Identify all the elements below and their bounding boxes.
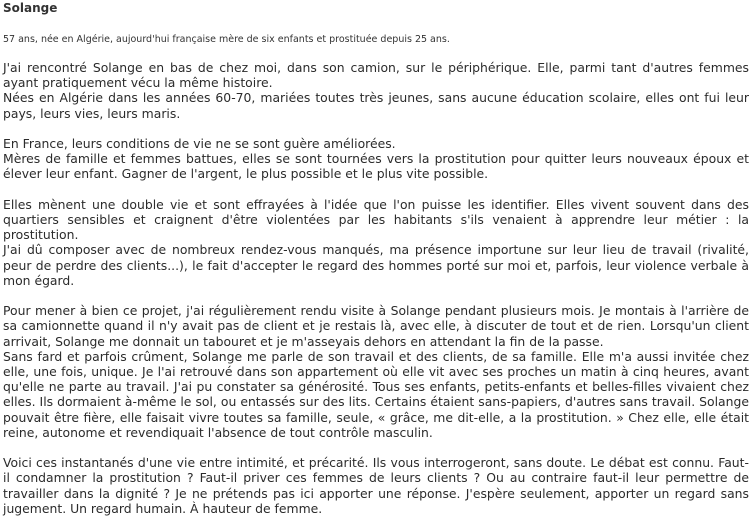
paragraph-line: Nées en Algérie dans les années 60-70, mariées toutes très jeunes, sans aucune éducation scolaire, elles ont fui leur pays, leurs vies, leurs maris. [3, 90, 749, 121]
paragraph-line: Mères de famille et femmes battues, elles se sont tournées vers la prostitution pour quitter leurs nouveaux époux et élever leur enfant. Gagner de l'argent, le plus possible et le plus vite possible. [3, 151, 749, 182]
article-body [3, 60, 749, 516]
paragraph-line: Elles mènent une double vie et sont effrayées à l'idée que l'on puisse les identifier. Elles vivent souvent dans des quartiers sensibles et craignent d'être violentées par les habitants s'ils venaient à apprendre leur métier : la prostitution. [3, 196, 749, 243]
paragraph-line: J'ai dû composer avec de nombreux rendez-vous manqués, ma présence importune sur leur lieu de travail (rivalité, peur de perdre des clients...), le fait d'accepter le regard des hommes porté sur moi et, parfois, leur violence verbale à mon égard. [3, 242, 749, 288]
article-title: Solange [3, 1, 58, 15]
article [3, 0, 749, 531]
article-subtitle: 57 ans, née en Algérie, aujourd'hui française mère de six enfants et prostituée depuis 25 ans. [3, 34, 450, 45]
paragraph-conclusion [3, 455, 749, 516]
paragraph-line: Sans fard et parfois crûment, Solange me parle de son travail et des clients, de sa famille. Elle m'a aussi invitée chez elle, une fois, unique. Je l'ai retrouvé dans son appartement où elle vit avec ses proches un matin à cinq heures, avant qu'elle ne parte au travail. J'ai pu constater sa générosité. Tous ses enfants, petits-enfants et belles-filles vivaient chez elles. Ils dormaient à-même le sol, ou entassés sur des lits. Certains étaient sans-papiers, d'autres sans travail. Solange pouvait être fière, elle faisait vivre toutes sa famille, seule, « grâce, me dit-elle, a la prostitution. » Chez elle, elle était reine, autonome et revendiquait l'absence de tout contrôle masculin. [3, 348, 749, 440]
paragraph-line: J'ai rencontré Solange en bas de chez moi, dans son camion, sur le périphérique. Elle, parmi tant d'autres femmes ayant pratiquement vécu la même histoire. [3, 60, 749, 91]
paragraph-line: En France, leurs conditions de vie ne se sont guère améliorées. [3, 136, 396, 151]
paragraph-line: Voici ces instantanés d'une vie entre intimité, et précarité. Ils vous interrogeront, sans doute. Le débat est connu. Faut-il condamner la prostitution ? Faut-il priver ces femmes de leurs clients ? Ou au contraire faut-il leur permettre de travailler dans la dignité ? Je ne prétends pas ici apporter une réponse. J'espère seulement, apporter un regard sans jugement. Un regard humain. À hauteur de femme. [3, 455, 749, 516]
paragraph-double-life [3, 197, 749, 288]
paragraph-encounter [3, 60, 749, 121]
paragraph-project [3, 303, 749, 440]
paragraph-line: Pour mener à bien ce projet, j'ai régulièrement rendu visite à Solange pendant plusieurs mois. Je montais à l'arrière de sa camionnette quand il n'y avait pas de client et je restais là, avec elle, à discuter de tout et de rien. Lorsqu'un client arrivait, Solange me donnait un tabouret et je m'asseyais dehors en attendant la fin de la passe. [3, 303, 749, 349]
paragraph-france [3, 136, 749, 182]
